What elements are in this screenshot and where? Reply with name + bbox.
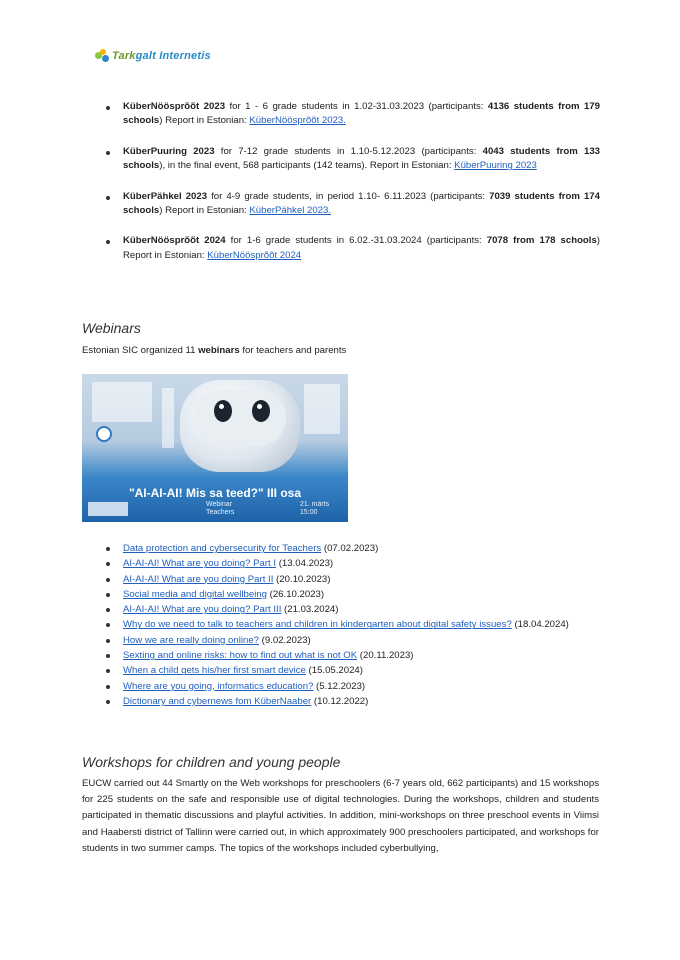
webinar-banner-image bbox=[82, 374, 348, 522]
report-link[interactable]: KüberNöösprõõt 2023. bbox=[249, 115, 346, 127]
workshops-paragraph: EUCW carried out 44 Smartly on the Web workshops for preschoolers (6-7 years old, 662 participants) and 15 workshops for 225 students on the safe and responsible use of digital technologies. During the workshops, children and students participated in thematic discussions and playful activities. In addition, mini-workshops on three preschool events in Viimsi and Haabersti district of Tallinn were carried out, in which approximately 900 preschoolers participated, and workshops for students in two summer camps. The topics of the workshops included cyberbullying, bbox=[82, 778, 599, 854]
list-item: Why do we need to talk to teachers and children in kindergarten about digital safety issues? (18.04.2024) bbox=[105, 617, 600, 632]
webinar-link[interactable]: Why do we need to talk to teachers and children in kindergarten about digital safety issues? bbox=[123, 619, 512, 631]
webinar-link[interactable]: Social media and digital wellbeing bbox=[123, 588, 267, 600]
list-item: KüberPuuring 2023 for 7-12 grade students in 1.10-5.12.2023 (participants: 4043 students from 133 schools), in the final event, 568 participants (142 teams). Report in Estonian: KüberPuuring 2023 bbox=[105, 145, 600, 174]
webinar-link[interactable]: Where are you going, informatics education? bbox=[123, 680, 314, 692]
list-item: How we are really doing online? (9.02.2023) bbox=[105, 633, 600, 648]
webinar-link[interactable]: AI-AI-AI! What are you doing? Part III bbox=[123, 604, 282, 616]
webinar-link[interactable]: When a child gets his/her first smart device bbox=[123, 665, 306, 677]
webinar-link[interactable]: Data protection and cybersecurity for Teachers bbox=[123, 543, 322, 554]
webinar-link[interactable]: How we are really doing online? bbox=[123, 634, 259, 646]
list-item: Social media and digital wellbeing (26.10.2023) bbox=[105, 587, 600, 602]
webinar-link[interactable]: AI-AI-AI! What are you doing Part II bbox=[123, 573, 274, 585]
report-link[interactable]: KüberNöösprõõt 2024 bbox=[207, 249, 302, 261]
list-item: KüberNöösprõõt 2023 for 1 - 6 grade students in 1.02-31.03.2023 (participants: 4136 students from 179 schools) Report in Estonian: KüberNöösprõõt 2023. bbox=[105, 100, 600, 129]
banner-logo bbox=[88, 502, 128, 516]
list-item: Where are you going, informatics education? (5.12.2023) bbox=[105, 679, 600, 694]
banner-sub-right: 21. märts 15:00 bbox=[300, 501, 330, 517]
play-icon bbox=[96, 426, 112, 442]
list-item: AI-AI-AI! What are you doing? Part I (13.04.2023) bbox=[105, 556, 600, 571]
webinars-intro: Estonian SIC organized 11 webinars for teachers and parents bbox=[82, 345, 347, 356]
webinar-link[interactable]: Dictionary and cybernews fom KüberNaaber bbox=[123, 695, 312, 707]
logo bbox=[95, 48, 211, 65]
section-heading-webinars: Webinars bbox=[82, 320, 141, 336]
list-item: KüberNöösprõõt 2024 for 1-6 grade students in 6.02.-31.03.2024 (participants: 7078 from 178 schools) Report in Estonian: KüberNöösprõõt 2024 bbox=[105, 234, 600, 263]
report-link[interactable]: KüberPähkel 2023. bbox=[249, 204, 331, 216]
list-item: Dictionary and cybernews fom KüberNaaber (10.12.2022) bbox=[105, 694, 600, 709]
list-item: Sexting and online risks: how to find out what is not OK (20.11.2023) bbox=[105, 648, 600, 663]
webinar-link[interactable]: AI-AI-AI! What are you doing? Part I bbox=[123, 558, 277, 570]
competitions-list bbox=[105, 100, 600, 279]
logo-mark-icon bbox=[95, 49, 109, 63]
section-heading-workshops: Workshops for children and young people bbox=[82, 754, 341, 770]
webinars-list bbox=[105, 541, 600, 709]
logo-text: Tarkgalt Internetis bbox=[112, 50, 211, 62]
list-item: AI-AI-AI! What are you doing? Part III (21.03.2024) bbox=[105, 602, 600, 617]
list-item: Data protection and cybersecurity for Teachers (07.02.2023) bbox=[105, 541, 600, 556]
list-item: When a child gets his/her first smart device (15.05.2024) bbox=[105, 663, 600, 678]
webinar-link[interactable]: Sexting and online risks: how to find out what is not OK bbox=[123, 650, 358, 662]
banner-sub-left: Webinar Teachers bbox=[206, 501, 235, 517]
banner-title: "AI-AI-AI! Mis sa teed?" III osa bbox=[128, 486, 302, 500]
list-item: AI-AI-AI! What are you doing Part II (20.10.2023) bbox=[105, 572, 600, 587]
report-link[interactable]: KüberPuuring 2023 bbox=[454, 160, 537, 172]
list-item: KüberPähkel 2023 for 4-9 grade students, in period 1.10- 6.11.2023 (participants: 7039 students from 174 schools) Report in Estonian: KüberPähkel 2023. bbox=[105, 190, 600, 219]
